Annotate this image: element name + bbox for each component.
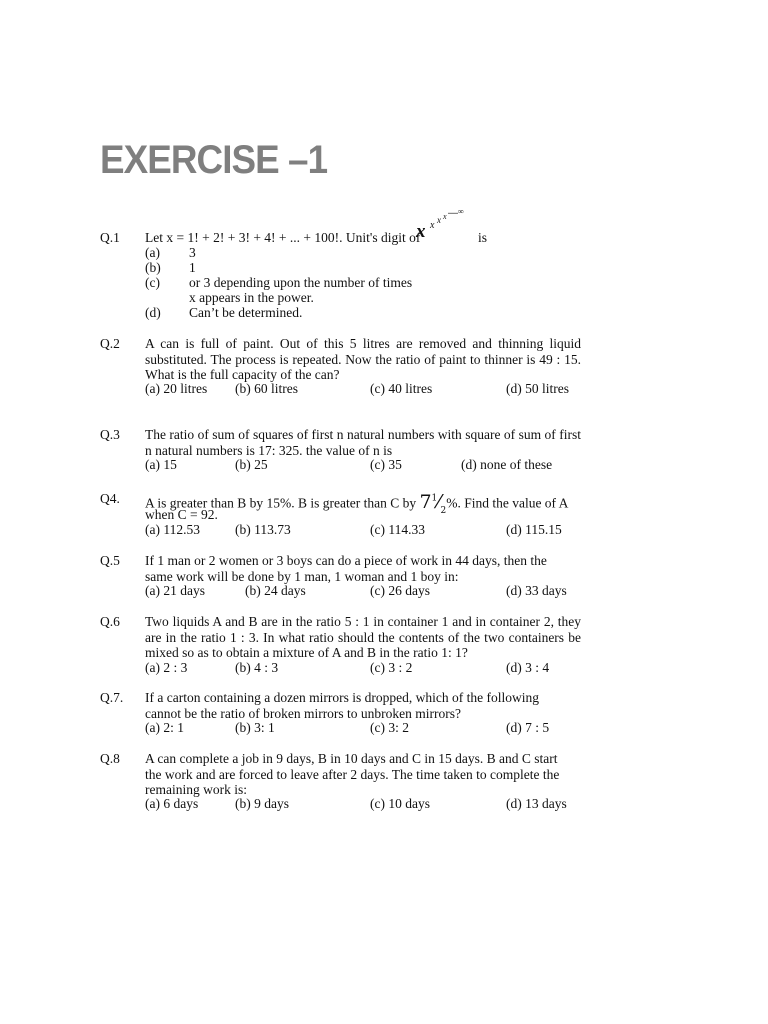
option-a: (a) 20 litres bbox=[145, 381, 208, 396]
tower-exponent-2: x bbox=[437, 215, 441, 225]
question-text: The ratio of sum of squares of first n natural numbers with square of sum of first n natural numbers is 17: 325. the value of n is bbox=[145, 427, 581, 458]
options-row bbox=[145, 522, 585, 538]
option-c: (c) 40 litres bbox=[370, 381, 433, 396]
question-text: A can complete a job in 9 days, B in 10 days and C in 15 days. B and C start the work and are forced to leave after 2 days. The time taken to complete the remaining work is: bbox=[145, 751, 560, 797]
option-a: (a) 21 days bbox=[145, 583, 205, 598]
power-tower-expression bbox=[416, 204, 476, 240]
option-text: or 3 depending upon the number of times bbox=[189, 275, 413, 290]
option-label: (b) bbox=[145, 260, 161, 275]
question-text: If a carton containing a dozen mirrors is dropped, which of the following cannot be the ratio of broken mirrors to unbroken mirrors? bbox=[145, 690, 540, 721]
question-number: Q.8 bbox=[100, 751, 120, 766]
question-number: Q.1 bbox=[100, 230, 120, 245]
option-text: 3 bbox=[189, 245, 196, 260]
question-text: A can is full of paint. Out of this 5 litres are removed and thinning liquid substituted. The process is repeated. Now the ratio of paint to thinner is 49 : 15. What is the full capacity of the can? bbox=[145, 336, 581, 382]
option-b: (b) 9 days bbox=[235, 796, 289, 811]
option-a: (a) 6 days bbox=[145, 796, 199, 811]
question-number: Q4. bbox=[100, 491, 120, 506]
option-b: (b) 25 bbox=[235, 457, 268, 472]
option-b: (b) 24 days bbox=[245, 583, 306, 598]
options-row bbox=[145, 381, 585, 397]
option-a: (a) 112.53 bbox=[145, 522, 200, 537]
page-title: EXERCISE –1 bbox=[100, 138, 328, 182]
options-row bbox=[145, 796, 585, 812]
option-b: (b) 4 : 3 bbox=[235, 660, 279, 675]
question-number: Q.5 bbox=[100, 553, 120, 568]
option-text: x appears in the power. bbox=[189, 290, 314, 305]
question-text: If 1 man or 2 women or 3 boys can do a piece of work in 44 days, then the same work will be done by 1 man, 1 woman and 1 boy in: bbox=[145, 553, 547, 584]
option-b: (b) 3: 1 bbox=[235, 720, 275, 735]
option-a: (a) 2: 1 bbox=[145, 720, 184, 735]
question-text: Two liquids A and B are in the ratio 5 : 1 in container 1 and in container 2, they are in the ratio 1 : 3. In what ratio should the contents of the two containers be mixed so as to obtain a mixture of A and B in the ratio 1: 1? bbox=[145, 614, 581, 660]
option-c: (c) 3: 2 bbox=[370, 720, 409, 735]
option-label: (d) bbox=[145, 305, 161, 320]
options-row bbox=[145, 660, 585, 676]
options-row bbox=[145, 720, 585, 736]
question-number: Q.3 bbox=[100, 427, 120, 442]
option-b: (b) 113.73 bbox=[235, 522, 291, 537]
fraction-whole: 7 bbox=[419, 491, 432, 514]
option-d: (d) 3 : 4 bbox=[506, 660, 550, 675]
option-d: (d) 13 days bbox=[506, 796, 567, 811]
option-d: (d) 50 litres bbox=[506, 381, 569, 396]
option-b: (b) 60 litres bbox=[235, 381, 298, 396]
options-row bbox=[145, 457, 585, 473]
fraction-denominator: 2 bbox=[440, 506, 447, 517]
option-text: Can’t be determined. bbox=[189, 305, 303, 320]
option-d: (d) 115.15 bbox=[506, 522, 562, 537]
option-c: (c) 35 bbox=[370, 457, 402, 472]
question-text-end: %. Find the value of A bbox=[446, 495, 569, 511]
question-text-end: is bbox=[478, 230, 488, 245]
option-a: (a) 15 bbox=[145, 457, 177, 472]
option-label: (a) bbox=[145, 245, 160, 260]
option-d: (d) none of these bbox=[461, 457, 553, 472]
option-label: (c) bbox=[145, 275, 160, 290]
question-number: Q.2 bbox=[100, 336, 120, 351]
mixed-fraction: $7^1⁄_2$ bbox=[419, 491, 447, 517]
option-c: (c) 10 days bbox=[370, 796, 430, 811]
question-number: Q.7. bbox=[100, 690, 124, 705]
tower-exponent-4: .....∞ bbox=[448, 207, 464, 216]
option-c: (c) 114.33 bbox=[370, 522, 425, 537]
question-text: Let x = 1! + 2! + 3! + 4! + ... + 100!. Unit's digit of bbox=[145, 230, 421, 245]
option-d: (d) 33 days bbox=[506, 583, 567, 598]
question-number: Q.6 bbox=[100, 614, 120, 629]
fraction-numerator: 1 bbox=[431, 494, 438, 504]
options-row bbox=[145, 583, 585, 599]
option-c: (c) 3 : 2 bbox=[370, 660, 413, 675]
question-text-start: A is greater than B by 15%. B is greater than C by bbox=[145, 495, 417, 511]
option-d: (d) 7 : 5 bbox=[506, 720, 550, 735]
tower-exponent-1: x bbox=[430, 220, 435, 231]
question-text-line2: when C = 92. bbox=[145, 507, 218, 522]
option-text: 1 bbox=[189, 260, 196, 275]
tower-exponent-3: x bbox=[443, 212, 447, 221]
option-c: (c) 26 days bbox=[370, 583, 430, 598]
tower-base: x bbox=[416, 221, 426, 242]
option-a: (a) 2 : 3 bbox=[145, 660, 188, 675]
